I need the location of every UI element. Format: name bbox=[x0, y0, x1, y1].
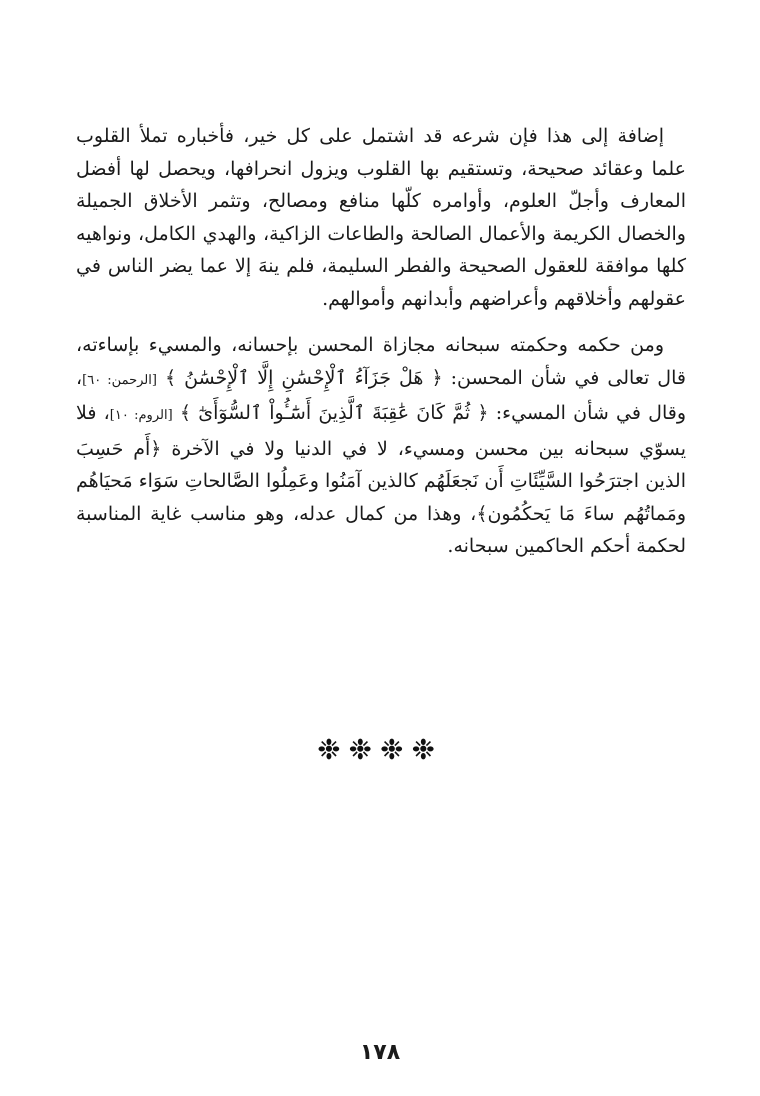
paragraph-2 bbox=[76, 329, 686, 563]
paragraph-2-between: ، وقال في شأن المسيء: bbox=[76, 366, 686, 424]
paragraph-2-middle: ، فلا يسوّي سبحانه بين محسن ومسيء، لا في الدنيا ولا في الآخرة bbox=[76, 402, 686, 460]
quran-verse-1: ﴿ هَلْ جَزَآءُ ٱلْإِحْسَٰنِ إِلَّا ٱلْإِحْسَٰنُ ﴾ bbox=[164, 366, 443, 389]
paragraph-1 bbox=[76, 120, 686, 315]
verse-reference-2: [الروم: ١٠] bbox=[109, 408, 173, 423]
section-separator: ❉❉❉❉ bbox=[317, 733, 443, 766]
body-text bbox=[76, 120, 686, 563]
paragraph-2-intro: ومن حكمه وحكمته سبحانه مجازاة المحسن بإحسانه، والمسيء بإساءته، قال تعالى في شأن المحسن: bbox=[76, 334, 686, 389]
page-number: ١٧٨ bbox=[359, 1040, 401, 1065]
quran-verse-2: ﴿ ثُمَّ كَانَ عَٰقِبَةَ ٱلَّذِينَ أَسَٰٓـُٔواْ ٱلسُّوٓأَىٰٓ ﴾ bbox=[179, 402, 489, 424]
quran-verse-3: ﴿أَم حَسِبَ الذين اجترَحُوا السَّيِّئَاتِ أَن نَجعَلَهُم كالذين آمَنُوا وعَمِلُوا الصَّالحاتِ سَوَاء مَحيَاهُم ومَماتُهُم ساءَ مَا يَحكُمُون﴾ bbox=[76, 437, 686, 525]
paragraph-2-ending: ، وهذا من كمال عدله، وهو مناسب غاية المناسبة لحكمة أحكم الحاكمين سبحانه. bbox=[76, 502, 686, 557]
verse-reference-1: [الرحمن: ٦٠] bbox=[82, 372, 157, 388]
paragraph-1-text: إضافة إلى هذا فإن شرعه قد اشتمل على كل خير، فأخباره تملأ القلوب علما وعقائد صحيحة، وتستقيم بها القلوب ويزول انحرافها، ويحصل لها أفضل المعارف وأجلّ العلوم، وأوامره كلّها منافع ومصالح، وتثمر الأخلاق الجميلة والخصال الكريمة والأعمال الصالحة والطاعات الزاكية، والهدي الكامل، ونواهيه كلها موافقة للعقول الصحيحة والفطر السليمة، فلم ينهَ إلا عما يضر الناس في عقولهم وأخلاقهم وأعراضهم وأبدانهم وأموالهم. bbox=[76, 125, 686, 310]
